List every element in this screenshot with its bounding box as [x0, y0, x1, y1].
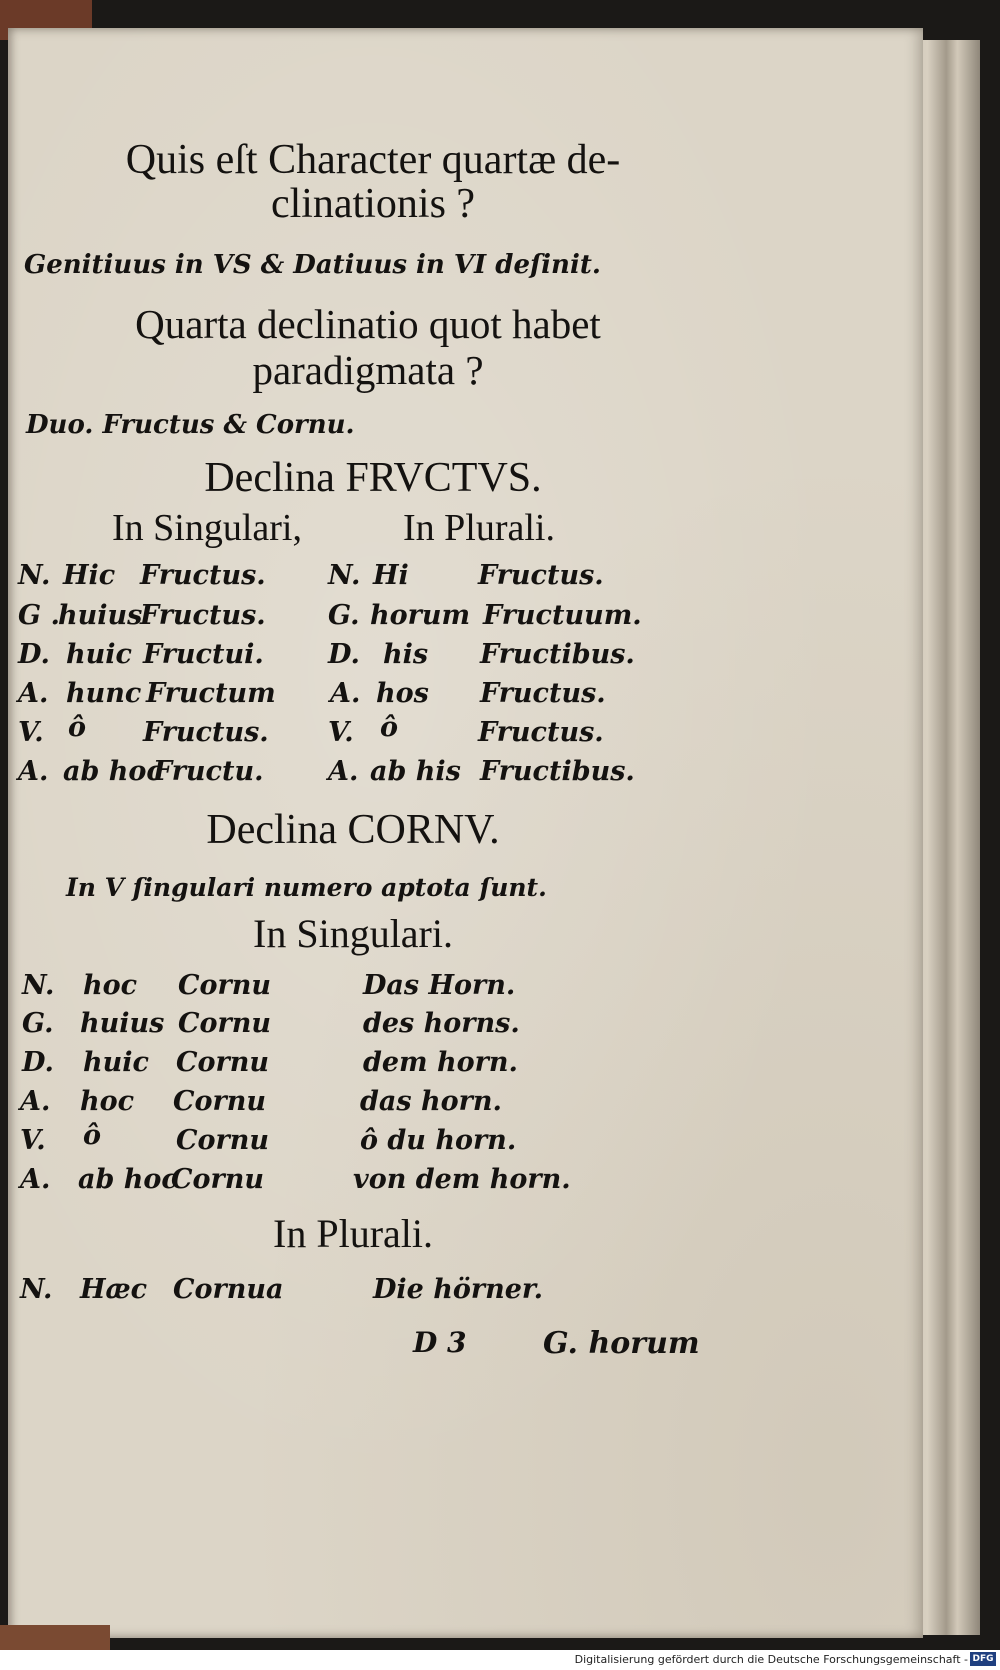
fructus-pl-case: A.	[328, 756, 359, 787]
fructus-plural-label: In Plurali.	[403, 507, 555, 549]
catchword: G. horum	[543, 1326, 700, 1361]
fructus-sg-case: V.	[18, 717, 44, 748]
fructus-sg-form: Fructu.	[153, 756, 264, 787]
answer2: Duo. Fructus & Cornu.	[26, 410, 355, 440]
cornu-sg-case: A.	[20, 1086, 51, 1117]
fructus-sg-article: huic	[66, 639, 132, 670]
fructus-sg-form: Fructus.	[140, 560, 266, 591]
fructus-sg-article: ab hoc	[63, 756, 163, 787]
cornu-sg-form: Cornu	[176, 1125, 269, 1156]
question1-line1: Quis eſt Character quartæ de-	[125, 137, 621, 183]
fructus-sg-case: A.	[18, 678, 49, 709]
cornu-sg-article: hoc	[80, 1086, 135, 1117]
book-page	[8, 28, 923, 1638]
cornu-sg-german: des horns.	[363, 1008, 520, 1039]
cornu-sg-case: A.	[20, 1164, 51, 1195]
cornu-sg-german: ô du horn.	[360, 1125, 517, 1156]
fructus-pl-form: Fructus.	[478, 560, 604, 591]
fructus-sg-article: Hic	[63, 560, 116, 591]
fructus-pl-article: ab his	[370, 756, 461, 787]
fructus-sg-case: N.	[18, 560, 51, 591]
fructus-pl-article: horum	[370, 600, 471, 631]
cornu-sg-case: V.	[20, 1125, 46, 1156]
cornu-sg-german: das horn.	[360, 1086, 502, 1117]
fructus-pl-case: N.	[328, 560, 361, 591]
fructus-heading: Declina FRVCTVS.	[204, 455, 542, 501]
question2-line1: Quarta declinatio quot habet	[135, 301, 601, 347]
cornu-sg-article: huic	[83, 1047, 149, 1078]
fructus-pl-article: his	[383, 639, 429, 670]
answer1: Genitiuus in VS & Datiuus in VI deſinit.	[24, 250, 601, 280]
fructus-pl-case: G.	[328, 600, 360, 631]
cornu-sg-form: Cornu	[171, 1164, 264, 1195]
fructus-pl-form: Fructibus.	[480, 756, 635, 787]
cornu-singular-label: In Singulari.	[253, 911, 453, 956]
fructus-sg-form: Fructus.	[140, 600, 266, 631]
fructus-pl-article: ô	[380, 712, 399, 743]
cornu-sg-case: D.	[22, 1047, 54, 1078]
cornu-sg-case: G.	[22, 1008, 54, 1039]
binding-edge-bottom	[0, 1625, 110, 1650]
fructus-sg-article: ô	[68, 712, 87, 743]
cornu-sg-form: Cornu	[173, 1086, 266, 1117]
fructus-pl-case: V.	[328, 717, 354, 748]
fructus-sg-article: huius	[58, 600, 143, 631]
question2-line2: paradigmata ?	[252, 347, 484, 393]
cornu-pl-article: Hæc	[80, 1274, 148, 1305]
cornu-sg-german: von dem horn.	[353, 1164, 571, 1195]
cornu-sg-article: huius	[80, 1008, 165, 1039]
fructus-pl-form: Fructus.	[478, 717, 604, 748]
funding-credit: Digitalisierung gefördert durch die Deutsche Forschungsgemeinschaft -	[574, 1653, 968, 1666]
cornu-sg-german: Das Horn.	[363, 970, 516, 1001]
fructus-pl-form: Fructibus.	[480, 639, 635, 670]
cornu-sg-form: Cornu	[178, 1008, 271, 1039]
fructus-pl-article: hos	[376, 678, 429, 709]
cornu-heading: Declina CORNV.	[206, 807, 500, 853]
cornu-pl-form: Cornua	[173, 1274, 284, 1305]
fructus-sg-form: Fructum	[146, 678, 276, 709]
fructus-pl-case: A.	[330, 678, 361, 709]
question1-line2: clinationis ?	[270, 181, 476, 227]
cornu-sg-form: Cornu	[176, 1047, 269, 1078]
fructus-singular-label: In Singulari,	[112, 507, 302, 549]
cornu-pl-german: Die hörner.	[373, 1274, 544, 1305]
fructus-pl-case: D.	[328, 639, 360, 670]
cornu-sg-form: Cornu	[178, 970, 271, 1001]
cornu-note: In V ſingulari numero aptota ſunt.	[66, 873, 547, 902]
cornu-sg-article: hoc	[83, 970, 138, 1001]
cornu-sg-article: ab hoc	[78, 1164, 178, 1195]
fructus-pl-form: Fructuum.	[483, 600, 642, 631]
cornu-sg-german: dem horn.	[363, 1047, 518, 1078]
fructus-pl-form: Fructus.	[480, 678, 606, 709]
fructus-sg-form: Fructus.	[143, 717, 269, 748]
cornu-plural-label: In Plurali.	[273, 1211, 433, 1256]
dfg-logo: DFG	[970, 1652, 996, 1666]
cornu-pl-case: N.	[20, 1274, 53, 1305]
fructus-sg-case: A.	[18, 756, 49, 787]
fructus-sg-case: D.	[18, 639, 50, 670]
fructus-sg-case: G .	[18, 600, 60, 631]
fructus-sg-form: Fructui.	[143, 639, 264, 670]
cornu-sg-article: ô	[83, 1120, 102, 1151]
fructus-pl-article: Hi	[373, 560, 409, 591]
cornu-sg-case: N.	[22, 970, 55, 1001]
fructus-sg-article: hunc	[66, 678, 142, 709]
signature-mark: D 3	[413, 1326, 467, 1359]
